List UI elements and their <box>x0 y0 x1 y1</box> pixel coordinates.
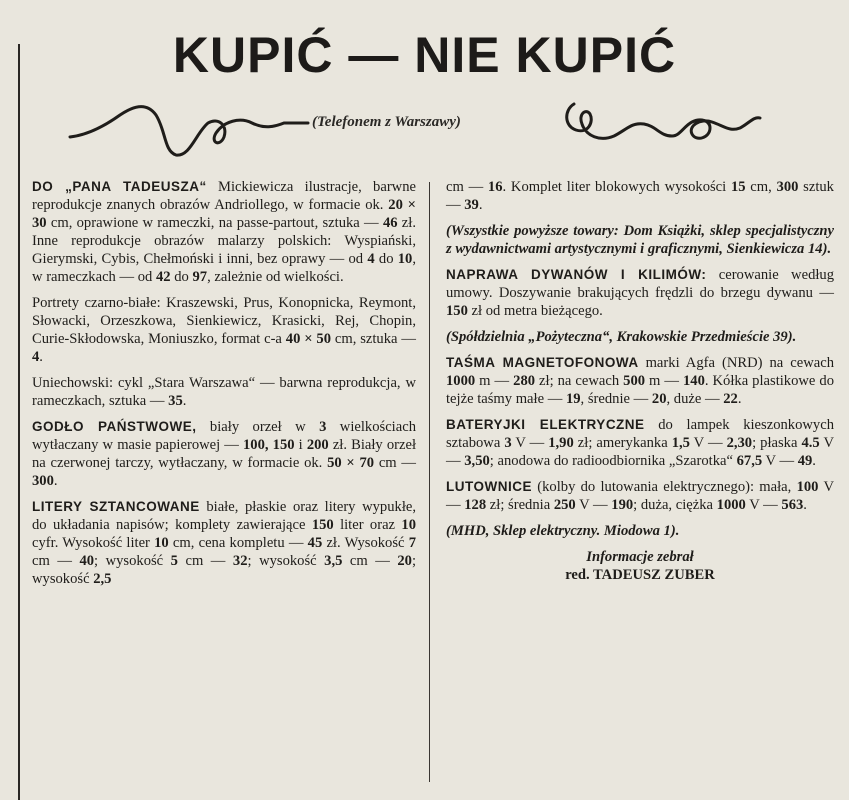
price: 4 <box>32 349 40 365</box>
text-run: do <box>374 251 398 267</box>
value: 500 <box>623 373 646 389</box>
price: 300 <box>32 473 54 489</box>
text-run: liter oraz <box>333 517 402 533</box>
text-run: i <box>294 437 307 453</box>
text-run: V — <box>689 435 727 451</box>
source-note: (MHD, Sklep elektryczny. Miodowa 1). <box>446 523 680 539</box>
price: 20 <box>397 553 412 569</box>
text-run: ; wysokość <box>247 553 325 569</box>
text-run: cyfr. Wysokość liter <box>32 535 155 551</box>
value: 67,5 <box>736 453 763 469</box>
text-run: zł. Inne reprodukcje obrazów malarzy polskich: Wyspiański, Gierymski, Cybis, Chełmoński i inni, bez oprawy — od <box>32 215 416 267</box>
text-run: cm — <box>32 553 80 569</box>
text-run: wielkościach wytłaczany w masie papierowej — <box>32 419 416 453</box>
price: 128 <box>464 497 487 513</box>
price: 10 <box>397 251 413 267</box>
value: 150 <box>311 517 334 533</box>
text-run: V — <box>446 435 834 469</box>
text-run: cm, cena kompletu — <box>168 535 308 551</box>
price: 280 <box>513 373 536 389</box>
price: 35 <box>168 393 183 409</box>
price: 19 <box>565 391 581 407</box>
price: 200 <box>306 437 329 453</box>
value: 100 <box>796 479 819 495</box>
paragraph-litery-continued <box>446 178 834 214</box>
value: 2,5 <box>93 571 112 587</box>
text-run: białe, płaskie oraz litery wypukłe, do układania napisów; komplety zawierające <box>32 499 416 533</box>
text-run: sztuk — <box>446 179 834 213</box>
section-lead: GODŁO PAŃSTWOWE, <box>32 419 197 434</box>
author-signoff <box>446 548 834 584</box>
text-run: . <box>39 349 43 365</box>
text-run: . <box>737 391 742 407</box>
price: 49 <box>797 453 813 469</box>
text-run: V — <box>575 497 612 513</box>
text-run: ; płaska <box>752 435 802 451</box>
price: 150 <box>446 303 468 319</box>
value: 1,5 <box>671 435 690 451</box>
dateline: (Telefonem z Warszawy) <box>312 114 461 130</box>
text-run: cm, <box>745 179 777 195</box>
text-run: cm — <box>374 455 416 471</box>
paragraph-uniechowski <box>32 374 416 410</box>
text-run: do <box>170 269 193 285</box>
text-run: cm, oprawione w rameczki, na passe-partout, sztuka — <box>46 215 383 231</box>
text-run: ; duża, ciężka <box>633 497 717 513</box>
text-run: zł; amerykanka <box>573 435 672 451</box>
price: 20 <box>651 391 667 407</box>
value: 10 <box>154 535 169 551</box>
text-run: . Komplet liter blokowych wysokości <box>502 179 731 195</box>
paragraph-tasma <box>446 354 834 408</box>
value: 4.5 <box>801 435 820 451</box>
section-lead: DO „PANA TADEUSZA“ <box>32 179 207 194</box>
paragraph-bateryjki <box>446 416 834 470</box>
value: 50 × 70 <box>327 455 375 471</box>
text-run: . <box>812 453 816 469</box>
price: 22 <box>723 391 738 407</box>
value: 3 <box>319 419 327 435</box>
price: 190 <box>611 497 634 513</box>
value: 300 <box>776 179 799 195</box>
text-run: . <box>803 497 807 513</box>
text-run: cm — <box>446 179 488 195</box>
text-run: (kolby do lutowania elektrycznego): mała, <box>532 479 797 495</box>
text-run: , duże — <box>666 391 724 407</box>
text-run: Portrety czarno-białe: Kraszewski, Prus, Konopnicka, Reymont, Słowacki, Orzeszkowa, Sienkiewicz, Krasicki, Rej, Chopin, Curie-Skłodowska, Moniuszko, format c-a <box>32 295 416 347</box>
article-column-left <box>32 178 416 596</box>
text-run: ; anodowa do radioodbiornika „Szarotka“ <box>489 453 737 469</box>
text-run: marki Agfa (NRD) na cewach <box>638 355 835 371</box>
paragraph-lutownice <box>446 478 834 514</box>
signoff-line: Informacje zebrał <box>586 549 694 565</box>
price: 4 <box>367 251 375 267</box>
value: 1000 <box>716 497 746 513</box>
section-lead: BATERYJKI ELEKTRYCZNE <box>446 417 645 432</box>
text-run: cm — <box>177 553 233 569</box>
text-run: , średnie — <box>580 391 652 407</box>
source-note: (Wszystkie powyższe towary: Dom Książki, sklep specjalistyczny z wydawnictwami artystycznymi i graficznymi, Sienkiewicza 14). <box>446 223 834 257</box>
text-run: ; wysokość <box>94 553 171 569</box>
value: 250 <box>553 497 576 513</box>
paragraph-godlo <box>32 418 416 490</box>
price: 39 <box>464 197 479 213</box>
text-run: , w rameczkach — od <box>32 251 416 285</box>
value: 3 <box>504 435 512 451</box>
author-name: red. TADEUSZ ZUBER <box>565 567 715 583</box>
page-title: KUPIĆ — NIE KUPIĆ <box>172 27 677 83</box>
text-run: biały orzeł w <box>196 419 320 435</box>
text-run: . <box>478 197 483 213</box>
text-run: m — <box>645 373 683 389</box>
value: 15 <box>730 179 746 195</box>
section-lead: TAŚMA MAGNETOFONOWA <box>446 355 639 370</box>
price: 100, 150 <box>243 437 295 453</box>
column-divider <box>429 182 430 782</box>
price: 45 <box>307 535 323 551</box>
text-run: , zależnie od wielkości. <box>207 269 344 285</box>
text-run: m — <box>475 373 514 389</box>
text-run: cm — <box>342 553 398 569</box>
value: 7 <box>408 535 416 551</box>
text-run: . Kółka plastikowe do tejże taśmy małe — <box>446 373 835 407</box>
value: 10 <box>401 517 416 533</box>
value: 3,5 <box>324 553 343 569</box>
price: 16 <box>487 179 503 195</box>
signature-ornament <box>560 96 770 156</box>
text-run: cerowanie według umowy. Doszywanie brakujących frędzli do brzegu dywanu — <box>446 267 835 301</box>
price: 32 <box>232 553 248 569</box>
text-run: V — <box>762 453 798 469</box>
text-run: Mickiewicza ilustracje, barwne reprodukcje znanych obrazów Andriollego, w formacie ok. <box>32 179 416 213</box>
section-lead: LUTOWNICE <box>446 479 532 494</box>
price: 40 <box>79 553 95 569</box>
value: 20 × 30 <box>32 197 416 231</box>
text-run: V — <box>511 435 549 451</box>
value: 40 × 50 <box>285 331 332 347</box>
text-run: zł; na cewach <box>535 373 624 389</box>
text-run: zł; średnia <box>486 497 554 513</box>
source-note: (Spółdzielnia „Pożyteczna“, Krakowskie Przedmieście 39). <box>446 329 797 345</box>
price: 97 <box>192 269 208 285</box>
section-lead: LITERY SZTANCOWANE <box>32 499 200 514</box>
price: 563 <box>781 497 804 513</box>
price: 2,30 <box>726 435 753 451</box>
paragraph-litery <box>32 498 416 588</box>
paragraph-naprawa-dywanow <box>446 266 834 320</box>
price: 42 <box>156 269 171 285</box>
price: 46 <box>382 215 398 231</box>
text-run: zł. Biały orzeł na czerwonej tarczy, wytłaczany, w formacie ok. <box>32 437 417 471</box>
text-run: zł od metra bieżącego. <box>467 303 603 319</box>
price: 3,50 <box>464 453 490 469</box>
text-run: do lampek kieszonkowych sztabowa <box>446 417 834 451</box>
article-column-right <box>446 178 834 584</box>
price: 140 <box>682 373 705 389</box>
text-run: zł. Wysokość <box>322 535 409 551</box>
paragraph-pan-tadeusz <box>32 178 416 286</box>
squiggle-ornament <box>68 95 313 165</box>
text-run: V — <box>745 497 782 513</box>
section-lead: NAPRAWA DYWANÓW I KILIMÓW: <box>446 267 707 282</box>
text-run: Uniechowski: cykl „Stara Warszawa“ — barwna reprodukcja, w rameczkach, sztuka — <box>32 375 416 409</box>
text-run: cm, sztuka — <box>331 331 416 347</box>
text-run: . <box>182 393 187 409</box>
left-column-rule <box>18 44 20 800</box>
paragraph-portrety <box>32 294 416 366</box>
value: 5 <box>170 553 178 569</box>
text-run: ; wysokość <box>32 553 417 587</box>
price: 1,90 <box>548 435 574 451</box>
text-run: . <box>53 473 58 489</box>
value: 1000 <box>446 373 476 389</box>
text-run: V — <box>446 479 834 513</box>
